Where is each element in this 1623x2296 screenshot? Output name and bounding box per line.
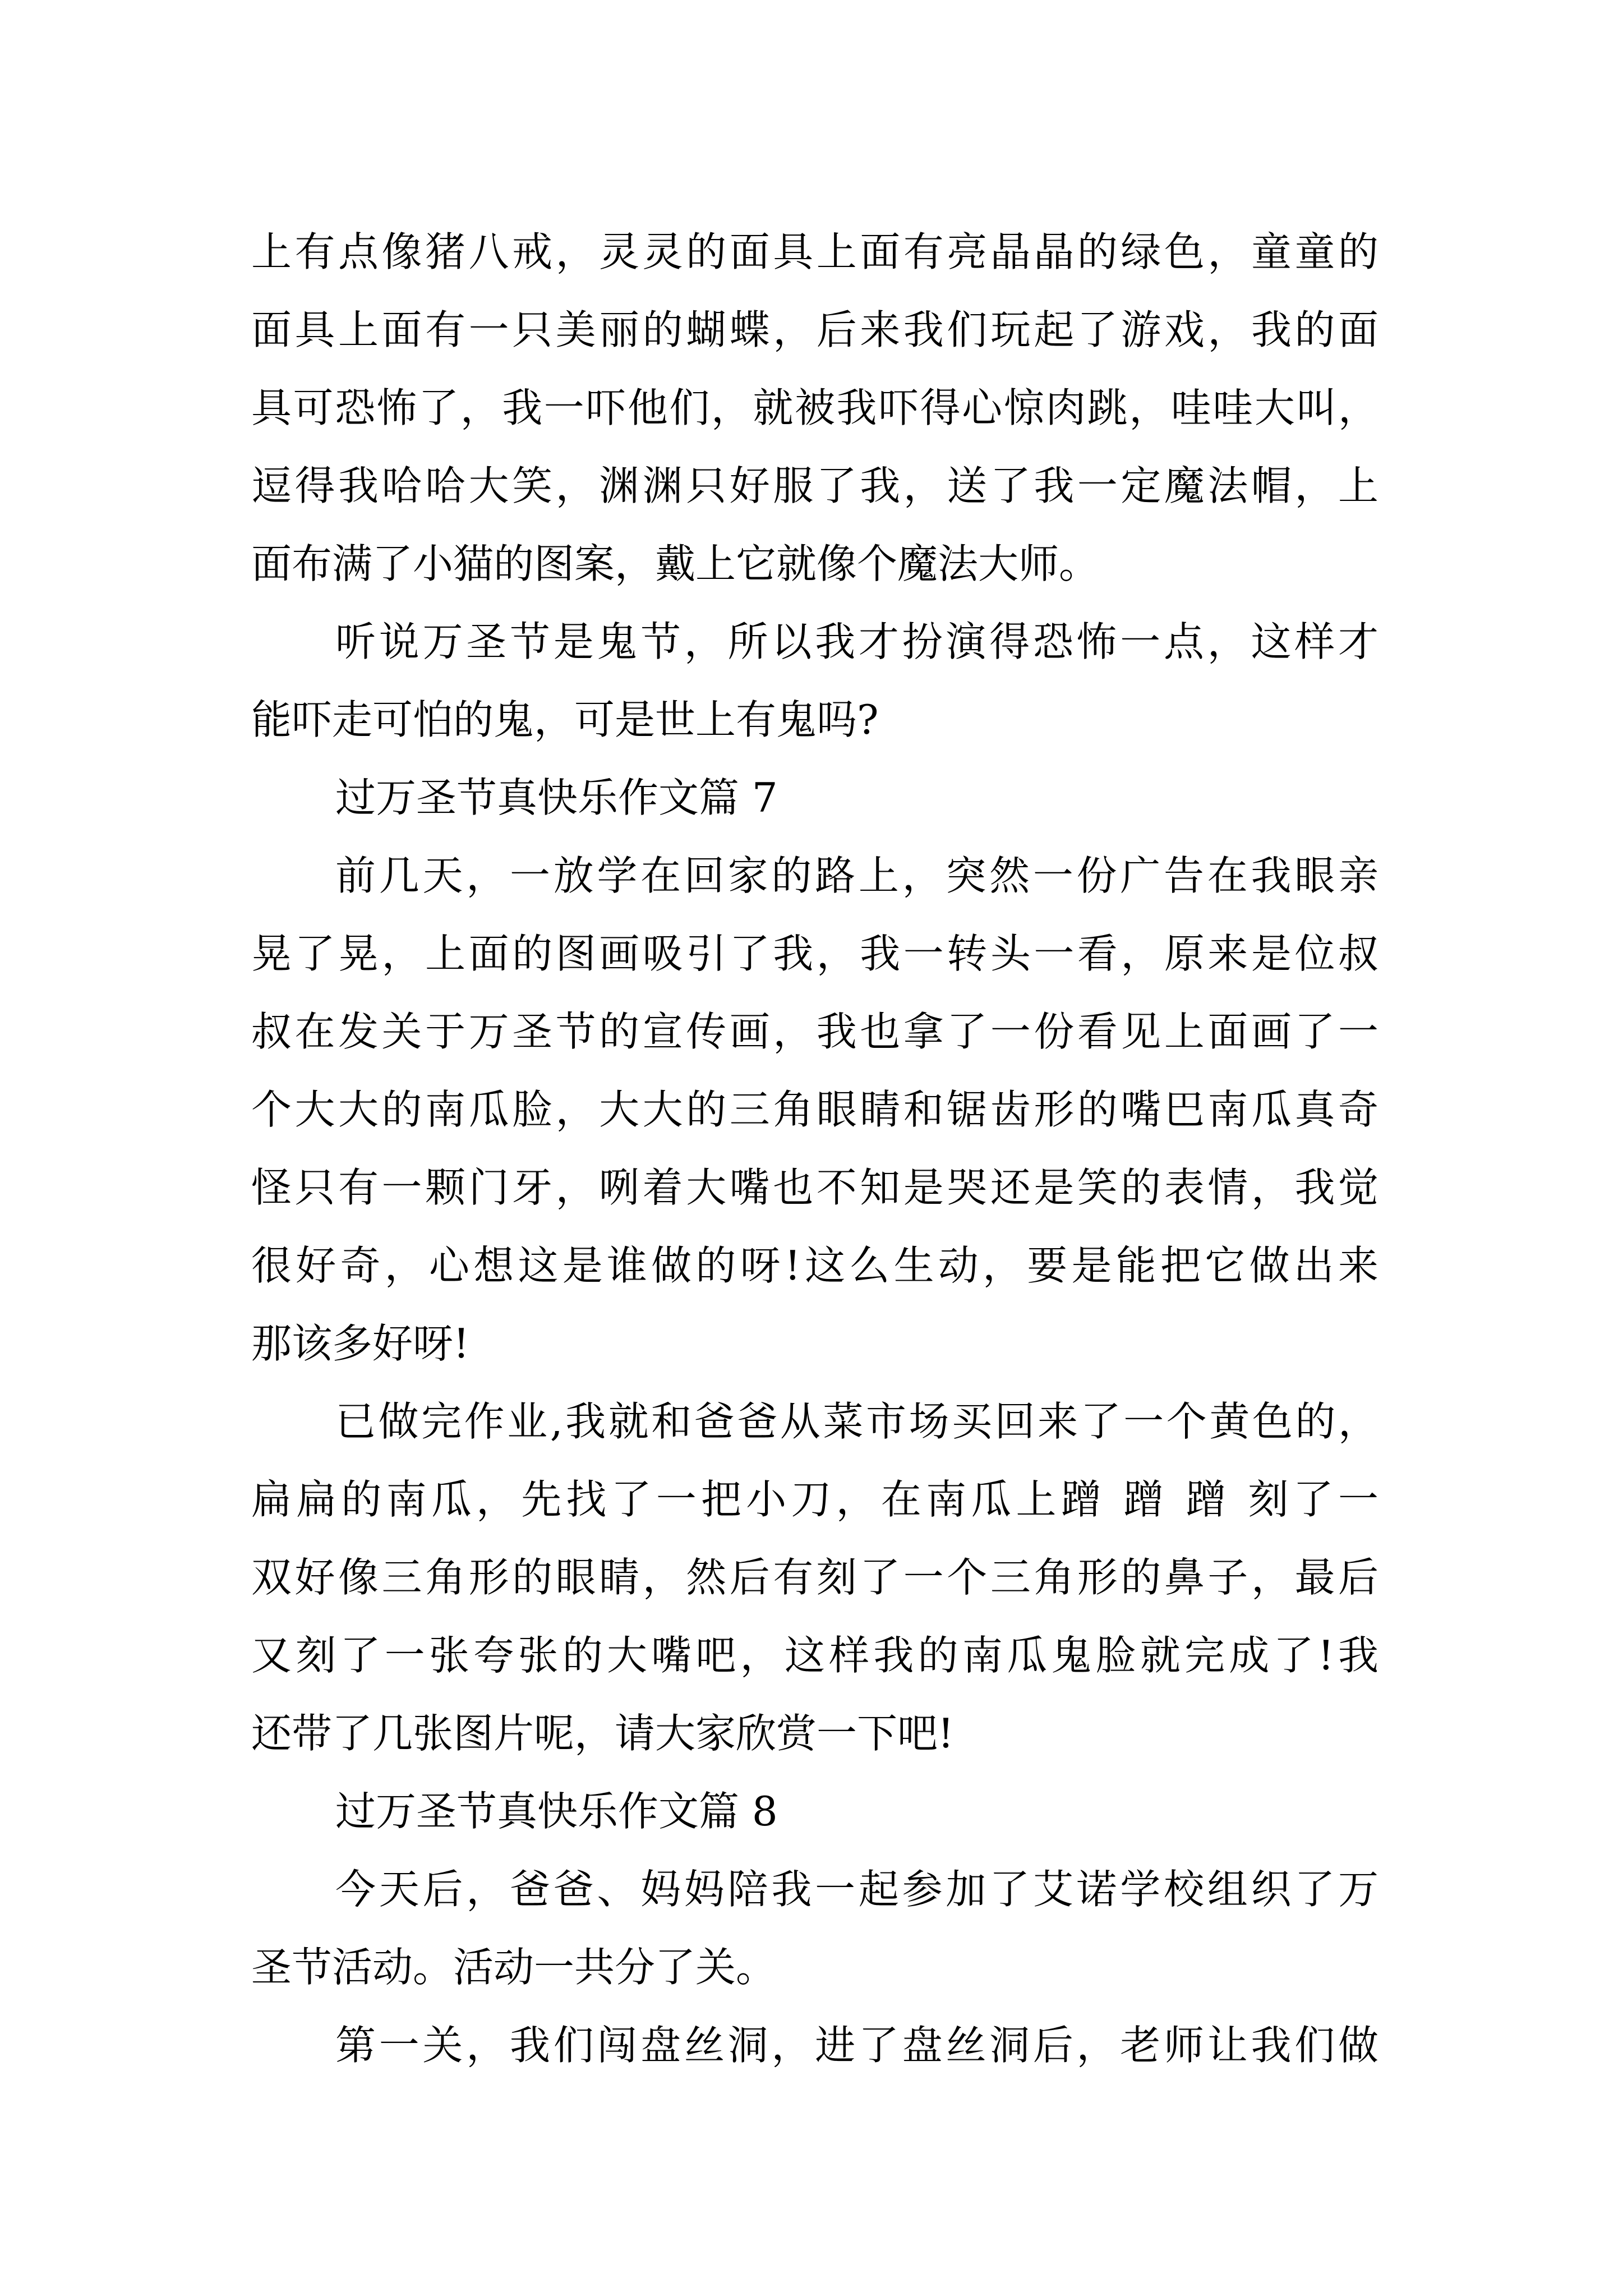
text-line: 逗得我哈哈大笑，渊渊只好服了我，送了我一定魔法帽，上 [251, 462, 1378, 509]
text-line: 怪只有一颗门牙，咧着大嘴也不知是哭还是笑的表情，我觉 [251, 1164, 1378, 1211]
text-line: 上有点像猪八戒，灵灵的面具上面有亮晶晶的绿色，童童的 [251, 228, 1378, 275]
text-line: 能吓走可怕的鬼，可是世上有鬼吗? [251, 696, 879, 743]
text-line: 扁扁的南瓜，先找了一把小刀，在南瓜上蹭 蹭 蹭 刻了一 [251, 1476, 1378, 1523]
text-line: 双好像三角形的眼睛，然后有刻了一个三角形的鼻子，最后 [251, 1554, 1378, 1601]
text-line: 听说万圣节是鬼节，所以我才扮演得恐怖一点，这样才 [335, 618, 1378, 665]
text-line: 又刻了一张夸张的大嘴吧，这样我的南瓜鬼脸就完成了!我 [251, 1632, 1378, 1679]
text-line: 叔在发关于万圣节的宣传画，我也拿了一份看见上面画了一 [251, 1008, 1378, 1055]
text-line: 前几天，一放学在回家的路上，突然一份广告在我眼亲 [335, 852, 1378, 899]
text-line: 今天后，爸爸、妈妈陪我一起参加了艾诺学校组织了万 [335, 1866, 1378, 1913]
text-line: 面具上面有一只美丽的蝴蝶，后来我们玩起了游戏，我的面 [251, 306, 1378, 353]
text-line: 具可恐怖了，我一吓他们，就被我吓得心惊肉跳，哇哇大叫， [251, 384, 1378, 431]
text-line: 过万圣节真快乐作文篇 7 [335, 774, 778, 821]
text-line: 还带了几张图片呢，请大家欣赏一下吧! [251, 1710, 954, 1757]
text-line: 个大大的南瓜脸，大大的三角眼睛和锯齿形的嘴巴南瓜真奇 [251, 1086, 1378, 1133]
text-line: 晃了晃，上面的图画吸引了我，我一转头一看，原来是位叔 [251, 930, 1378, 977]
text-line: 过万圣节真快乐作文篇 8 [335, 1788, 778, 1835]
text-line: 面布满了小猫的图案，戴上它就像个魔法大师。 [251, 540, 1100, 587]
text-line: 圣节活动。活动一共分了关。 [251, 1944, 777, 1991]
text-line: 那该多好呀! [251, 1320, 469, 1367]
document-body [251, 213, 1378, 2085]
text-line: 已做完作业,我就和爸爸从菜市场买回来了一个黄色的， [335, 1398, 1378, 1445]
text-line: 很好奇，心想这是谁做的呀!这么生动，要是能把它做出来 [251, 1242, 1378, 1289]
text-line: 第一关，我们闯盘丝洞，进了盘丝洞后，老师让我们做 [335, 2022, 1378, 2069]
